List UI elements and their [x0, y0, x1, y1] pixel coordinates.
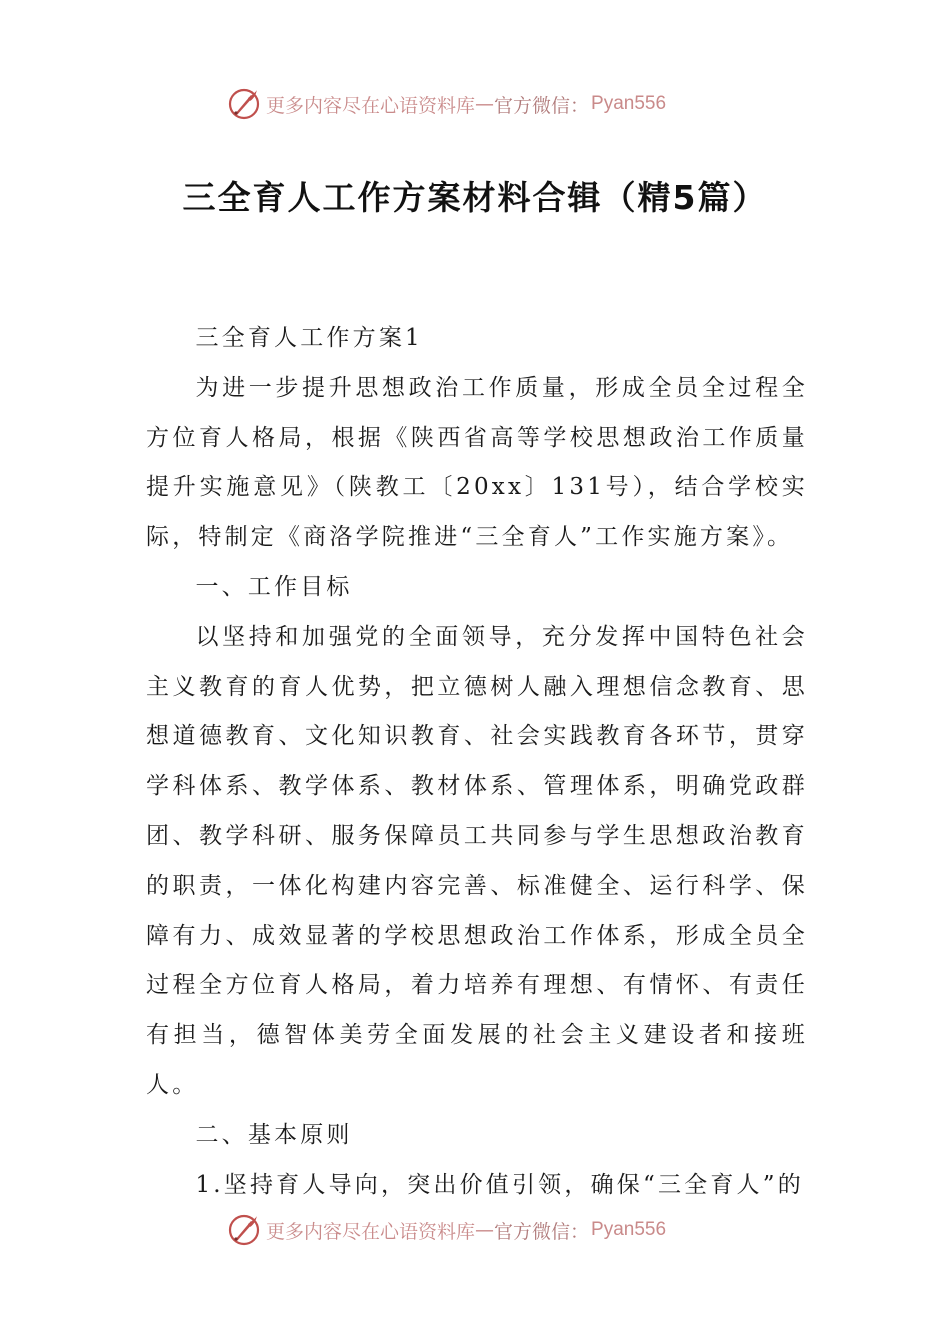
document-body [146, 314, 808, 1210]
document-title: 三全育人工作方案材料合辑（精5篇） [182, 178, 768, 217]
watermark-separator: — [475, 1219, 495, 1241]
section-heading-plan-1: 三全育人工作方案1 [195, 325, 423, 351]
watermark-site-text: 更多内容尽在心语资料库 [266, 94, 476, 117]
watermark-wechat-label: 官方微信： [494, 94, 590, 117]
header-watermark [226, 84, 666, 124]
watermark-wechat-id: Pyan556 [591, 93, 667, 114]
quill-logo-icon [226, 1212, 262, 1248]
section-heading-principles: 二、基本原则 [195, 1121, 353, 1148]
watermark-site-text: 更多内容尽在心语资料库 [266, 1220, 476, 1243]
watermark-wechat-label: 官方微信： [494, 1220, 590, 1243]
watermark-separator: — [475, 93, 495, 115]
intro-paragraph: 为进一步提升思想政治工作质量，形成全员全过程全方位育人格局，根据《陕西省高等学校思想政治工作质量提升实施意见》（陕教工〔20xx〕131号），结合学校实际，特制定《商洛学院推进“三全育人”工作实施方案》。 [146, 374, 808, 551]
principle-1-paragraph: 1.坚持育人导向，突出价值引领，确保“三全育人”的 [195, 1171, 804, 1198]
goals-paragraph: 以坚持和加强党的全面领导，充分发挥中国特色社会主义教育的育人优势，把立德树人融入理想信念教育、思想道德教育、文化知识教育、社会实践教育各环节，贯穿学科体系、教学体系、教材体系、管理体系，明确党政群团、教学科研、服务保障员工共同参与学生思想政治教育的职责，一体化构建内容完善、标准健全、运行科学、保障有力、成效显著的学校思想政治工作体系，形成全员全过程全方位育人格局，着力培养有理想、有情怀、有责任有担当，德智体美劳全面发展的社会主义建设者和接班人。 [146, 623, 808, 1098]
section-heading-goals: 一、工作目标 [195, 573, 353, 600]
footer-watermark [226, 1210, 666, 1250]
watermark-wechat-id: Pyan556 [591, 1219, 667, 1240]
quill-logo-icon [226, 86, 262, 122]
